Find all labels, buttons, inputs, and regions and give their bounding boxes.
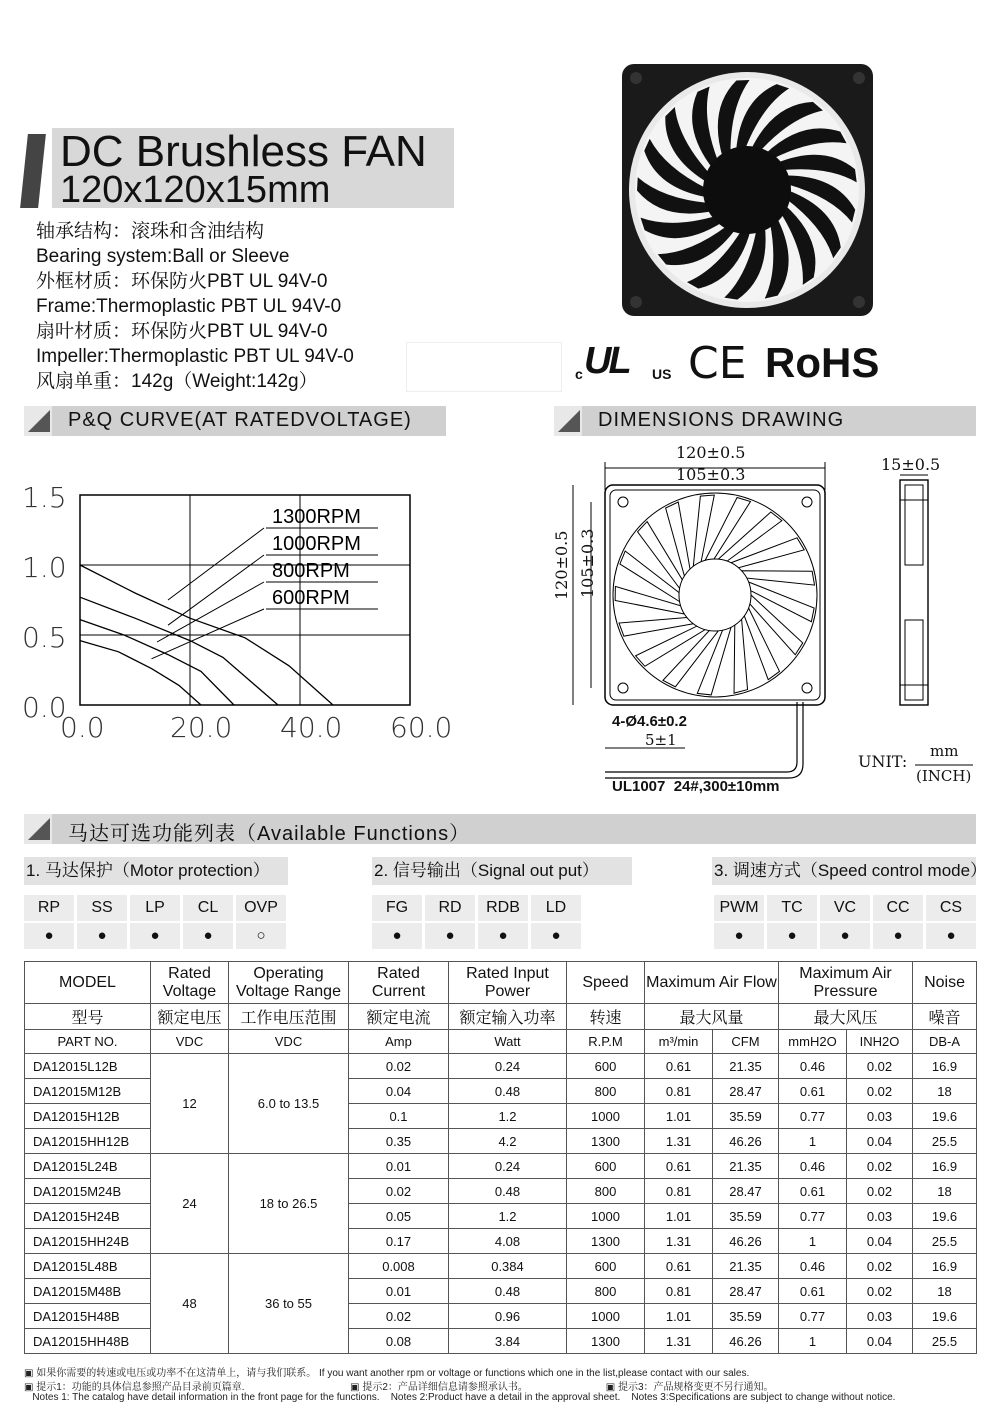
- unit-row: [25, 1030, 977, 1054]
- title-accent: [20, 134, 46, 208]
- table-cell: DA12015L12B: [25, 1054, 151, 1079]
- note-line: ▣ 提示1：功能的具体信息参照产品目录前页篇章. ▣ 提示2：产品详细信息请参照承认书。 ▣ 提示3：产品规格变更不另行通知。: [24, 1382, 774, 1393]
- table-cell: 25.5: [913, 1229, 977, 1254]
- table-cell: 0.03: [847, 1204, 913, 1229]
- function-code: CL: [183, 895, 233, 921]
- cert-c: c: [575, 366, 583, 382]
- table-cell: 1.31: [645, 1229, 713, 1254]
- function-mark: ●: [478, 923, 528, 949]
- table-cell: 0.04: [349, 1079, 449, 1104]
- table-cell: DA12015H48B: [25, 1304, 151, 1329]
- unit-label: UNIT:: [858, 752, 908, 771]
- col-header: Operating Voltage Range: [229, 962, 349, 1004]
- table-cell: 0.61: [645, 1054, 713, 1079]
- function-code: TC: [767, 895, 817, 921]
- table-cell: 0.03: [847, 1304, 913, 1329]
- function-code: RP: [24, 895, 74, 921]
- pq-chart: [0, 470, 470, 750]
- table-cell: 0.24: [449, 1054, 567, 1079]
- table-cell: 0.02: [847, 1179, 913, 1204]
- unit-cell: R.P.M: [567, 1030, 645, 1054]
- function-mark: ●: [767, 923, 817, 949]
- function-mark: ●: [77, 923, 127, 949]
- table-cell: 800: [567, 1079, 645, 1104]
- table-cell: 0.02: [847, 1154, 913, 1179]
- section-functions: [24, 814, 976, 844]
- motor-protection-label: 1. 马达保护（Motor protection）: [24, 857, 288, 885]
- fan-photo: [620, 62, 875, 318]
- table-row: [25, 1054, 977, 1079]
- table-cell: 1000: [567, 1204, 645, 1229]
- col-header-cn: 转速: [567, 1004, 645, 1030]
- table-cell: 16.9: [913, 1054, 977, 1079]
- table-cell: 4.2: [449, 1129, 567, 1154]
- dim-outer-height: 120±0.5: [552, 530, 571, 600]
- table-cell: 1.01: [645, 1204, 713, 1229]
- table-cell: 0.02: [847, 1279, 913, 1304]
- table-cell: 0.008: [349, 1254, 449, 1279]
- col-header-cn: 最大风量: [645, 1004, 779, 1030]
- section-title: DIMENSIONS DRAWING: [598, 409, 845, 431]
- table-cell: 19.6: [913, 1104, 977, 1129]
- unit-cell: VDC: [151, 1030, 229, 1054]
- table-cell: 1.31: [645, 1329, 713, 1354]
- col-header: Rated Current: [349, 962, 449, 1004]
- function-mark: ●: [531, 923, 581, 949]
- unit-cell: PART NO.: [25, 1030, 151, 1054]
- legend-label: 1300RPM: [272, 506, 361, 528]
- table-cell: 0.61: [779, 1079, 847, 1104]
- table-cell: 46.26: [713, 1329, 779, 1354]
- table-cell: 0.04: [847, 1329, 913, 1354]
- function-code: VC: [820, 895, 870, 921]
- unit-cell: VDC: [229, 1030, 349, 1054]
- table-cell: 0.24: [449, 1154, 567, 1179]
- table-cell: 21.35: [713, 1054, 779, 1079]
- table-cell: 4.08: [449, 1229, 567, 1254]
- function-mark: ●: [926, 923, 976, 949]
- col-header-cn: 工作电压范围: [229, 1004, 349, 1030]
- x-tick-label: 0.0: [60, 711, 105, 744]
- table-cell: 16.9: [913, 1154, 977, 1179]
- table-cell: 16.9: [913, 1254, 977, 1279]
- table-cell: 0.02: [847, 1079, 913, 1104]
- dim-wire: UL1007 24#,300±10mm: [612, 778, 780, 795]
- section-title: P&Q CURVE(AT RATEDVOLTAGE): [68, 409, 412, 431]
- col-header-cn: 额定电压: [151, 1004, 229, 1030]
- col-header-cn: 型号: [25, 1004, 151, 1030]
- table-cell: 0.77: [779, 1104, 847, 1129]
- unit-bottom: (INCH): [916, 767, 972, 785]
- function-code: OVP: [236, 895, 286, 921]
- table-cell: 0.46: [779, 1054, 847, 1079]
- table-cell: 19.6: [913, 1304, 977, 1329]
- table-cell: 1: [779, 1229, 847, 1254]
- table-cell: 600: [567, 1254, 645, 1279]
- dim-outer-width: 120±0.5: [676, 443, 746, 462]
- spec-line: 风扇单重：142g（Weight:142g）: [36, 371, 318, 392]
- section-marker: [24, 406, 52, 436]
- table-cell: DA12015HH12B: [25, 1129, 151, 1154]
- legend-label: 600RPM: [272, 587, 350, 609]
- table-cell: 0.61: [645, 1254, 713, 1279]
- col-header-cn: 最大风压: [779, 1004, 913, 1030]
- col-header: Speed: [567, 962, 645, 1004]
- table-cell: 19.6: [913, 1204, 977, 1229]
- table-cell: 25.5: [913, 1329, 977, 1354]
- section-dimensions: [554, 406, 976, 436]
- function-mark: ●: [425, 923, 475, 949]
- y-tick-label: 1.0: [22, 551, 67, 584]
- section-marker: [24, 814, 52, 844]
- table-cell: 35.59: [713, 1104, 779, 1129]
- table-cell: 0.81: [645, 1079, 713, 1104]
- ce-logo: CE: [688, 338, 747, 389]
- dim-depth: 15±0.5: [881, 455, 941, 474]
- table-cell: 0.02: [349, 1179, 449, 1204]
- function-code: LP: [130, 895, 180, 921]
- table-cell: 12: [151, 1054, 229, 1154]
- table-cell: 1300: [567, 1129, 645, 1154]
- function-mark: ●: [873, 923, 923, 949]
- ul-logo: UL: [584, 340, 629, 382]
- note-line: Notes 1: The catalog have detail information in the front page for the functions. Notes 2:Product have a detail in the approval sheet. Notes 3:Specifications are subject to change without notice.: [24, 1392, 896, 1403]
- table-cell: 0.08: [349, 1329, 449, 1354]
- spec-line: Bearing system:Ball or Sleeve: [36, 246, 290, 267]
- table-cell: 0.01: [349, 1279, 449, 1304]
- unit-cell: INH2O: [847, 1030, 913, 1054]
- table-cell: 0.04: [847, 1229, 913, 1254]
- cert-us: US: [652, 366, 672, 382]
- y-tick-label: 1.5: [22, 481, 67, 514]
- spec-table: [24, 961, 977, 1354]
- col-header-cn: 噪音: [913, 1004, 977, 1030]
- table-cell: 1.31: [645, 1129, 713, 1154]
- spec-line: Frame:Thermoplastic PBT UL 94V-0: [36, 296, 342, 317]
- spec-line: 扇叶材质：环保防火PBT UL 94V-0: [36, 321, 328, 342]
- table-cell: DA12015M48B: [25, 1279, 151, 1304]
- y-tick-label: 0.0: [22, 691, 67, 724]
- table-cell: 600: [567, 1054, 645, 1079]
- table-cell: 48: [151, 1254, 229, 1354]
- table-cell: 0.77: [779, 1204, 847, 1229]
- speed-control-label: 3. 调速方式（Speed control mode）: [712, 857, 976, 885]
- table-cell: 35.59: [713, 1204, 779, 1229]
- table-cell: 1.2: [449, 1204, 567, 1229]
- x-tick-label: 40.0: [280, 711, 343, 744]
- spec-line: 轴承结构：滚珠和含油结构: [36, 221, 265, 242]
- table-cell: 800: [567, 1279, 645, 1304]
- table-cell: 0.48: [449, 1279, 567, 1304]
- table-cell: 0.03: [847, 1104, 913, 1129]
- table-cell: 1.01: [645, 1304, 713, 1329]
- table-cell: 46.26: [713, 1229, 779, 1254]
- table-cell: 1000: [567, 1304, 645, 1329]
- table-cell: 25.5: [913, 1129, 977, 1154]
- table-cell: 0.61: [779, 1279, 847, 1304]
- col-header: Maximum Air Flow: [645, 962, 779, 1004]
- y-tick-label: 0.5: [22, 621, 67, 654]
- legend-label: 1000RPM: [272, 533, 361, 555]
- col-header: Rated Voltage: [151, 962, 229, 1004]
- table-cell: 0.02: [847, 1254, 913, 1279]
- blank-box: [406, 342, 562, 392]
- x-tick-label: 60.0: [390, 711, 453, 744]
- table-cell: 0.384: [449, 1254, 567, 1279]
- function-code: PWM: [714, 895, 764, 921]
- table-cell: 28.47: [713, 1179, 779, 1204]
- table-cell: DA12015HH48B: [25, 1329, 151, 1354]
- col-header: MODEL: [25, 962, 151, 1004]
- col-header-cn: 额定电流: [349, 1004, 449, 1030]
- dim-inner-width: 105±0.3: [676, 465, 746, 484]
- table-cell: DA12015HH24B: [25, 1229, 151, 1254]
- table-cell: 0.48: [449, 1079, 567, 1104]
- dim-holes: 4-Ø4.6±0.2: [612, 713, 687, 730]
- table-cell: DA12015L24B: [25, 1154, 151, 1179]
- table-cell: 0.02: [349, 1304, 449, 1329]
- table-cell: 21.35: [713, 1154, 779, 1179]
- unit-cell: CFM: [713, 1030, 779, 1054]
- table-cell: 0.48: [449, 1179, 567, 1204]
- function-code: LD: [531, 895, 581, 921]
- table-cell: 1300: [567, 1229, 645, 1254]
- function-code: RDB: [478, 895, 528, 921]
- section-marker: [554, 406, 582, 436]
- table-cell: 18: [913, 1079, 977, 1104]
- table-cell: 0.46: [779, 1154, 847, 1179]
- table-cell: 0.46: [779, 1254, 847, 1279]
- function-mark: ○: [236, 923, 286, 949]
- table-cell: 600: [567, 1154, 645, 1179]
- table-cell: 0.02: [847, 1054, 913, 1079]
- dim-inner-height: 105±0.3: [578, 528, 597, 598]
- unit-cell: m³/min: [645, 1030, 713, 1054]
- function-mark: ●: [714, 923, 764, 949]
- table-cell: 28.47: [713, 1279, 779, 1304]
- table-cell: DA12015H24B: [25, 1204, 151, 1229]
- table-cell: 0.35: [349, 1129, 449, 1154]
- function-code: CS: [926, 895, 976, 921]
- table-cell: 0.17: [349, 1229, 449, 1254]
- table-cell: 3.84: [449, 1329, 567, 1354]
- table-cell: 18 to 26.5: [229, 1154, 349, 1254]
- function-mark: ●: [24, 923, 74, 949]
- table-cell: 35.59: [713, 1304, 779, 1329]
- table-cell: 0.61: [645, 1154, 713, 1179]
- function-mark: ●: [183, 923, 233, 949]
- table-cell: DA12015L48B: [25, 1254, 151, 1279]
- spec-line: 外框材质：环保防火PBT UL 94V-0: [36, 271, 328, 292]
- signal-output-label: 2. 信号输出（Signal out put）: [372, 857, 632, 885]
- product-title: DC Brushless FAN: [60, 127, 427, 176]
- table-cell: DA12015H12B: [25, 1104, 151, 1129]
- table-cell: 0.81: [645, 1179, 713, 1204]
- legend-label: 800RPM: [272, 560, 350, 582]
- function-mark: ●: [372, 923, 422, 949]
- dimensions-drawing: [545, 440, 985, 800]
- table-cell: 1.2: [449, 1104, 567, 1129]
- function-code: CC: [873, 895, 923, 921]
- table-cell: DA12015M24B: [25, 1179, 151, 1204]
- table-cell: 1: [779, 1329, 847, 1354]
- note-line: ▣ 如果你需要的转速或电压或功率不在这清单上，请与我们联系。 If you want another rpm or voltage or functions which one in the list,please contact with our sales.: [24, 1368, 750, 1379]
- dim-lead-strip: 5±1: [645, 731, 677, 749]
- table-cell: 36 to 55: [229, 1254, 349, 1354]
- unit-top: mm: [930, 742, 959, 760]
- table-cell: 0.96: [449, 1304, 567, 1329]
- table-row: [25, 1154, 977, 1179]
- function-code: FG: [372, 895, 422, 921]
- function-code: RD: [425, 895, 475, 921]
- title-block: [52, 127, 454, 211]
- unit-cell: mmH2O: [779, 1030, 847, 1054]
- table-cell: 28.47: [713, 1079, 779, 1104]
- table-cell: 46.26: [713, 1129, 779, 1154]
- table-cell: 1300: [567, 1329, 645, 1354]
- table-cell: 0.81: [645, 1279, 713, 1304]
- section-title: 马达可选功能列表（Available Functions）: [68, 823, 471, 845]
- table-cell: 1000: [567, 1104, 645, 1129]
- table-cell: 0.05: [349, 1204, 449, 1229]
- function-mark: ●: [130, 923, 180, 949]
- table-cell: 18: [913, 1279, 977, 1304]
- x-tick-label: 20.0: [170, 711, 233, 744]
- table-cell: 800: [567, 1179, 645, 1204]
- table-cell: 0.1: [349, 1104, 449, 1129]
- col-header-cn: 额定输入功率: [449, 1004, 567, 1030]
- table-cell: 0.77: [779, 1304, 847, 1329]
- col-header: Noise: [913, 962, 977, 1004]
- table-cell: 21.35: [713, 1254, 779, 1279]
- section-pq-curve: [24, 406, 446, 436]
- table-cell: 18: [913, 1179, 977, 1204]
- table-cell: 6.0 to 13.5: [229, 1054, 349, 1154]
- col-header: Rated Input Power: [449, 962, 567, 1004]
- table-cell: 1.01: [645, 1104, 713, 1129]
- header-row-en: [25, 962, 977, 1004]
- table-row: [25, 1254, 977, 1279]
- table-cell: DA12015M12B: [25, 1079, 151, 1104]
- spec-line: Impeller:Thermoplastic PBT UL 94V-0: [36, 346, 354, 367]
- table-cell: 0.04: [847, 1129, 913, 1154]
- header-row-cn: [25, 1004, 977, 1030]
- function-mark: ●: [820, 923, 870, 949]
- table-cell: 1: [779, 1129, 847, 1154]
- unit-cell: Watt: [449, 1030, 567, 1054]
- rohs-logo: RoHS: [765, 339, 880, 386]
- table-cell: 24: [151, 1154, 229, 1254]
- col-header: Maximum Air Pressure: [779, 962, 913, 1004]
- product-size: 120x120x15mm: [60, 169, 331, 211]
- unit-cell: Amp: [349, 1030, 449, 1054]
- function-code: SS: [77, 895, 127, 921]
- table-cell: 0.02: [349, 1054, 449, 1079]
- table-cell: 0.01: [349, 1154, 449, 1179]
- unit-cell: DB-A: [913, 1030, 977, 1054]
- table-cell: 0.61: [779, 1179, 847, 1204]
